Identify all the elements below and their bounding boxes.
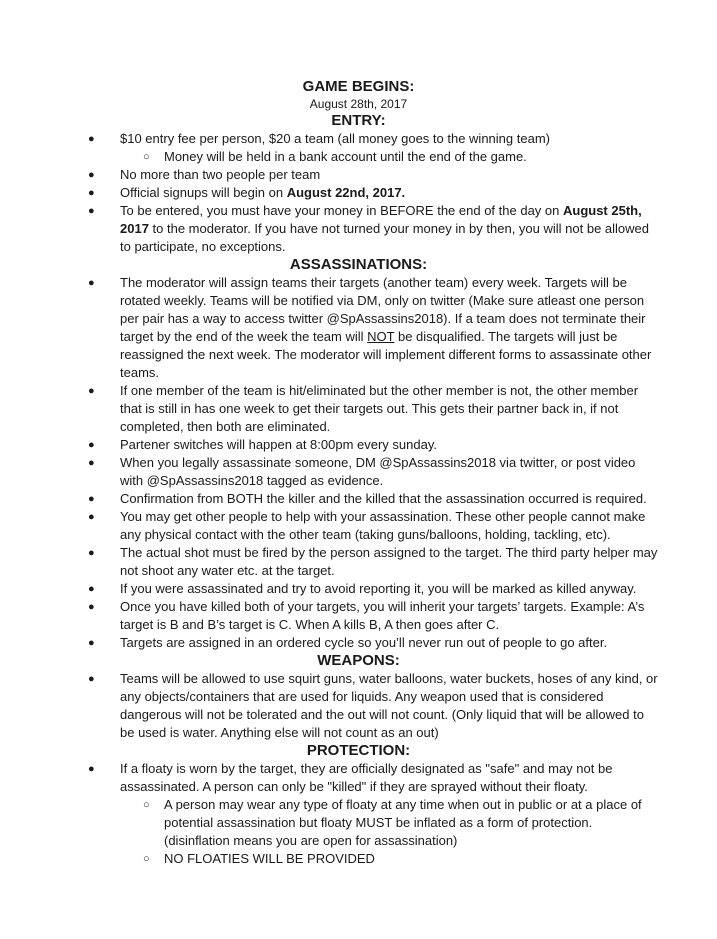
bullet-icon: ● [88,601,95,613]
bullet-icon: ● [88,187,95,199]
bullet-icon: ● [88,547,95,559]
list-item: ● If a floaty is worn by the target, they are officially designated as "safe" and may not be assassinated. A person can only be "killed" if they are sprayed without their floaty. [88,761,613,794]
heading-assassinations: ASSASSINATIONS: [289,256,428,273]
list-item: ● No more than two people per team [88,167,321,182]
list-item: ● When you legally assassinate someone, DM @SpAssassins2018 via twitter, or post video with @SpAssassins2018 tagged as evidence. [88,455,636,488]
bullet-icon: ● [88,205,95,217]
weapons-list [0,670,717,742]
sub-list-item: ○ Money will be held in a bank account until the end of the game. [143,149,527,164]
bullet-icon: ● [88,439,95,451]
heading-entry: ENTRY: [331,112,386,129]
list-item: ● Partener switches will happen at 8:00pm every sunday. [88,437,437,452]
list-item: ● Official signups will begin on August 22nd, 2017. [88,185,406,200]
list-item: ● Confirmation from BOTH the killer and the killed that the assassination occurred is required. [88,491,647,506]
bullet-icon: ● [88,763,95,775]
entry-list [0,130,717,256]
hollow-bullet-icon: ○ [143,853,150,865]
list-item: ● Targets are assigned in an ordered cycle so you’ll never run out of people to go after. [88,635,608,650]
list-item: ● If you were assassinated and try to avoid reporting it, you will be marked as killed anyway. [88,581,637,596]
bullet-icon: ● [88,511,95,523]
bullet-icon: ● [88,673,95,685]
heading-game-begins: GAME BEGINS: [302,78,415,95]
list-item: ● The moderator will assign teams their targets (another team) every week. Targets will be rotated weekly. Teams will be notified via DM, only on twitter (Make sure atleast one person per pair has a way to access twitter @SpAssassins2018). If a team does not terminate their target by the end of the week the team will NOT be disqualified. The targets will just be reassigned the next week. The moderator will implement different forms to assassinate other teams. [88,275,652,380]
bullet-icon: ● [88,637,95,649]
game-start-date: August 28th, 2017 [309,97,408,111]
bullet-icon: ● [88,133,95,145]
assassinations-list [0,274,717,652]
sub-list-item: ○ NO FLOATIES WILL BE PROVIDED [143,851,375,866]
signup-date: August 22nd, 2017. [286,185,406,200]
list-item: ● Once you have killed both of your targets, you will inherit your targets’ targets. Example: A’s target is B and B’s target is C. When A kills B, A then goes after C. [88,599,645,632]
list-item: ● Teams will be allowed to use squirt guns, water balloons, water buckets, hoses of any kind, or any objects/containers that are used for liquids. Any weapon used that is considered dangerous will not be tolerated and the out will not count. (Only liquid that will be allowed to be used is water. Anything else will not count as an out) [88,671,658,740]
list-item: ● The actual shot must be fired by the person assigned to the target. The third party helper may not shoot any water etc. at the target. [88,545,658,578]
hollow-bullet-icon: ○ [143,799,150,811]
bullet-icon: ● [88,493,95,505]
bullet-icon: ● [88,385,95,397]
list-item: ● You may get other people to help with your assassination. These other people cannot make any physical contact with the other team (taking guns/balloons, holding, tackling, etc). [88,509,646,542]
hollow-bullet-icon: ○ [143,151,150,163]
list-item: ● To be entered, you must have your money in BEFORE the end of the day on August 25th, 2017 to the moderator. If you have not turned your money in by then, you will not be allowed to participate, no exceptions. [88,203,649,254]
underlined-not: NOT [367,329,395,344]
protection-list [0,760,717,868]
bullet-icon: ● [88,169,95,181]
heading-weapons: WEAPONS: [317,652,400,669]
sub-list-item: ○ A person may wear any type of floaty at any time when out in public or at a place of potential assassination but floaty MUST be inflated as a form of protection. (disinflation means you are open for assassination) [143,797,642,848]
heading-protection: PROTECTION: [306,742,411,759]
bullet-icon: ● [88,457,95,469]
list-item: ● $10 entry fee per person, $20 a team (all money goes to the winning team) [88,131,550,146]
payment-deadline: August 25th, 2017 [120,203,642,236]
bullet-icon: ● [88,277,95,289]
list-item: ● If one member of the team is hit/eliminated but the other member is not, the other member that is still in has one week to get their targets out. This gets their partner back in, if not completed, then both are eliminated. [88,383,639,434]
bullet-icon: ● [88,583,95,595]
